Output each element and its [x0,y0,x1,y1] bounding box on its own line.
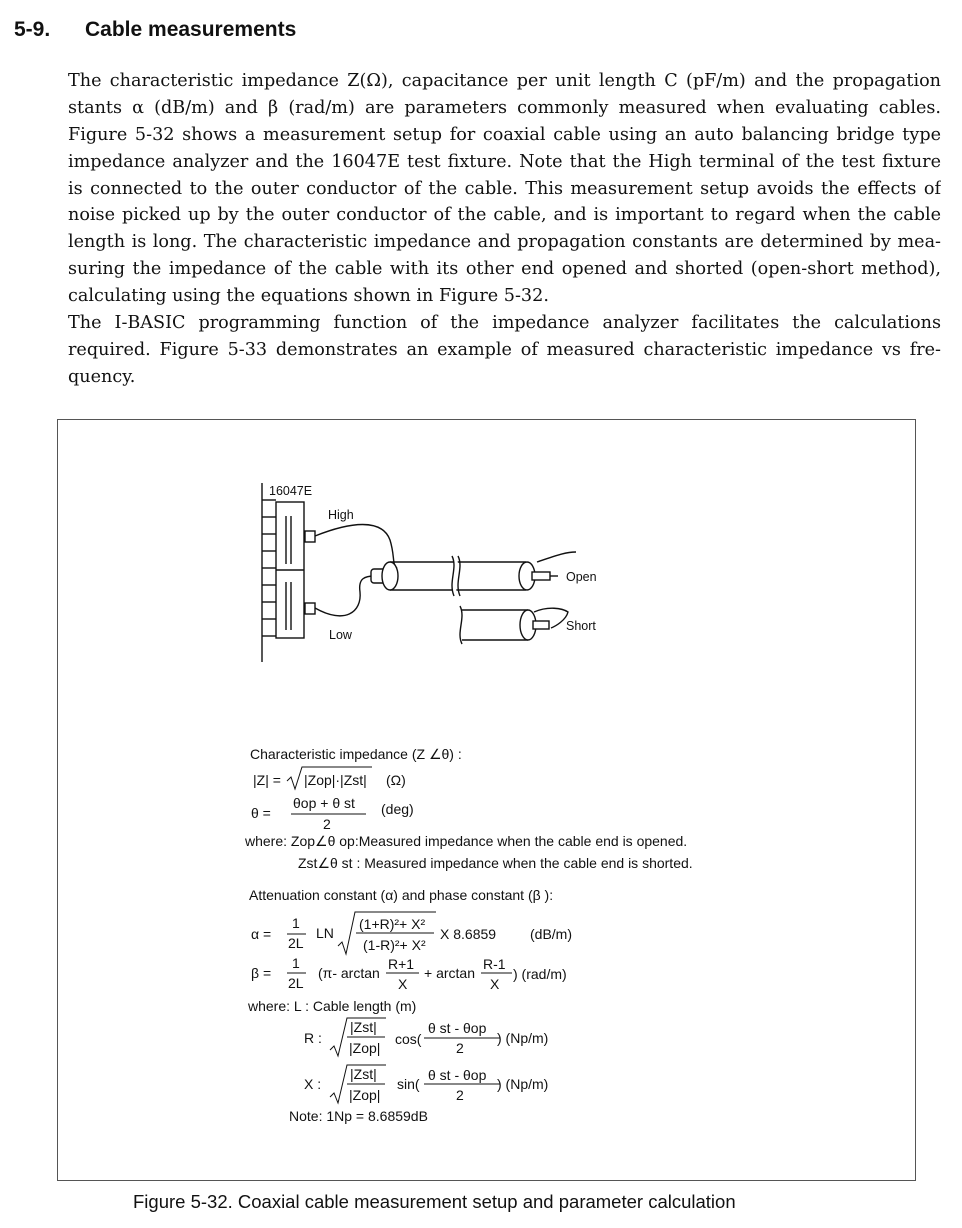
theta-numerator: θop + θ st [293,795,355,811]
r-unit: ) (Np/m) [497,1030,549,1046]
x-rad-num: |Zst| [350,1066,377,1082]
section-title: Cable measurements [85,18,297,41]
alpha-lhs: α = [251,926,272,942]
x-rad-den: |Zop| [349,1087,381,1103]
beta-frac2-num: R-1 [483,956,506,972]
x-lhs: X : [304,1076,322,1092]
x-unit: ) (Np/m) [497,1076,549,1092]
text-line: length is long. The characteristic impedance and propagation constants are determined by mea- [68,232,941,253]
text-line: stants α (dB/m) and β (rad/m) are parameters commonly measured when evaluating cables. [68,97,941,118]
theta-equation-lhs: θ = [251,805,271,821]
alpha-rad-num: (1+R)²+ X² [359,916,426,932]
theta-denominator: 2 [323,816,331,832]
where-length: where: L : Cable length (m) [248,998,417,1014]
short-label: Short [566,619,596,633]
alpha-frac-num: 1 [292,915,300,931]
open-label: Open [566,570,597,584]
z-unit: (Ω) [386,772,406,788]
r-rad-den: |Zop| [349,1040,381,1056]
text-line: suring the impedance of the cable with its other end opened and shorted (open-short method), [68,259,941,280]
text-line: required. Figure 5-33 demonstrates an example of measured characteristic impedance vs fre- [68,339,941,360]
x-function: sin( [397,1076,420,1092]
text-line: calculating using the equations shown in Figure 5-32. [68,286,549,307]
test-fixture-diagram [262,483,576,662]
np-db-note: Note: 1Np = 8.6859dB [289,1108,428,1124]
r-rad-num: |Zst| [350,1019,377,1035]
text-line: The I-BASIC programming function of the impedance analyzer facilitates the calculations [68,313,941,333]
beta-plus-arctan: + arctan [424,965,475,981]
theta-unit: (deg) [381,801,414,817]
beta-frac1-den: X [398,976,408,992]
beta-frac2-den: X [490,976,500,992]
x-frac-den: 2 [456,1087,464,1103]
text-line: Figure 5-32 shows a measurement setup for coaxial cable using an auto balancing bridge type [68,124,941,145]
alpha-ln: LN [316,925,334,941]
r-lhs: R : [304,1030,322,1046]
alpha-multiplier: X 8.6859 [440,926,497,942]
beta-frac-num: 1 [292,955,300,971]
beta-unit: ) (rad/m) [513,966,567,982]
z-equation-radicand: |Zop|·|Zst| [304,772,367,788]
figure-caption: Figure 5-32. Coaxial cable measurement setup and parameter calculation [133,1191,736,1212]
alpha-unit: (dB/m) [530,926,572,942]
where-open: where: Zop∠θ op:Measured impedance when the cable end is opened. [245,833,688,849]
text-line: impedance analyzer and the 16047E test fixture. Note that the High terminal of the test fixture [68,151,941,172]
beta-frac-den: 2L [288,975,304,991]
z-equation-lhs: |Z| = [253,772,281,788]
text-line: quency. [68,366,136,387]
r-frac-num: θ st - θop [428,1020,487,1036]
alpha-frac-den: 2L [288,935,304,951]
text-line: The characteristic impedance Z(Ω), capacitance per unit length C (pF/m) and the propagation [68,71,941,91]
beta-lhs: β = [251,965,272,981]
beta-frac1-num: R+1 [388,956,415,972]
text-line: is connected to the outer conductor of the cable. This measurement setup avoids the effects of [68,178,941,199]
low-terminal-label: Low [329,628,352,642]
text-line: noise picked up by the outer conductor of the cable, and is important to regard when the cable [68,205,941,226]
char-impedance-heading: Characteristic impedance (Z ∠θ) : [250,746,462,762]
x-frac-num: θ st - θop [428,1067,487,1083]
r-function: cos( [395,1031,422,1047]
beta-pi-arctan: (π- arctan [318,965,380,981]
section-number: 5-9. [14,18,51,41]
fixture-label: 16047E [269,484,313,498]
where-short: Zst∠θ st : Measured impedance when the cable end is shorted. [298,855,693,871]
high-terminal-label: High [328,508,354,522]
alpha-rad-den: (1-R)²+ X² [363,937,426,953]
r-frac-den: 2 [456,1040,464,1056]
attenuation-heading: Attenuation constant (α) and phase constant (β ): [249,887,554,903]
